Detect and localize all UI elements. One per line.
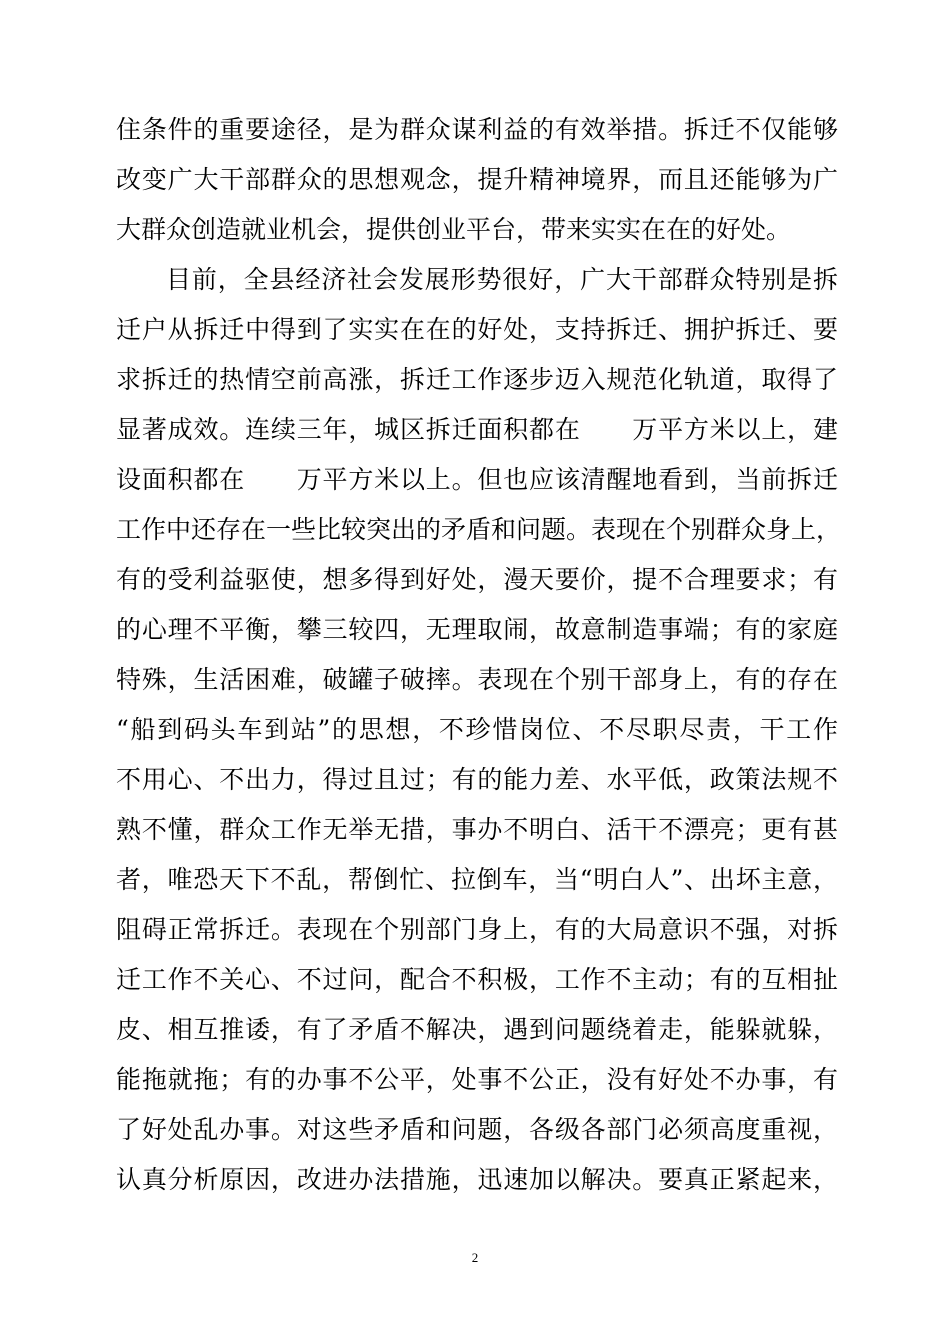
text-line: 工作中还存在一些比较突出的矛盾和问题。表现在个别群众身上， [116,515,842,544]
text-line: 特殊，生活困难，破罐子破摔。表现在个别干部身上，有的存在 [116,665,838,694]
text-line: 认真分析原因，改进办法措施，迅速加以解决。要真正紧起来， [116,1165,838,1194]
text-line: 住条件的重要途径，是为群众谋利益的有效举措。拆迁不仅能够 [116,115,838,144]
page-number: 2 [471,1250,479,1265]
text-line: 了好处乱办事。对这些矛盾和问题，各级各部门必须高度重视， [116,1115,838,1144]
text-line: 设面积都在 万平方米以上。但也应该清醒地看到，当前拆迁 [116,465,838,494]
text-line: 阻碍正常拆迁。表现在个别部门身上，有的大局意识不强，对拆 [116,915,838,944]
text-line: 能拖就拖；有的办事不公平，处事不公正，没有好处不办事，有 [116,1065,838,1094]
text-line: 改变广大干部群众的思想观念，提升精神境界，而且还能够为广 [116,165,838,194]
text-line: 的心理不平衡，攀三较四，无理取闹，故意制造事端；有的家庭 [116,615,838,644]
text-line: 大群众创造就业机会，提供创业平台，带来实实在在的好处。 [116,215,792,244]
text-line: 者，唯恐天下不乱，帮倒忙、拉倒车，当“明白人”、出坏主意， [116,865,838,894]
paragraph [116,105,838,255]
text-line: 目前，全县经济社会发展形势很好，广大干部群众特别是拆 [166,265,838,294]
text-line: “船到码头车到站”的思想，不珍惜岗位、不尽职尽责，干工作 [116,715,838,744]
text-line: 求拆迁的热情空前高涨，拆迁工作逐步迈入规范化轨道，取得了 [116,365,838,394]
text-line: 迁户从拆迁中得到了实实在在的好处，支持拆迁、拥护拆迁、要 [116,315,838,344]
text-line: 熟不懂，群众工作无举无措，事办不明白、活干不漂亮；更有甚 [116,815,838,844]
text-line: 迁工作不关心、不过问，配合不积极，工作不主动；有的互相扯 [116,965,838,994]
text-line: 有的受利益驱使，想多得到好处，漫天要价，提不合理要求；有 [116,565,838,594]
document-body [116,105,842,1205]
text-line: 皮、相互推诿，有了矛盾不解决，遇到问题绕着走，能躲就躲， [116,1015,838,1044]
paragraph [116,255,842,1205]
text-line: 不用心、不出力，得过且过；有的能力差、水平低，政策法规不 [116,765,838,794]
text-line: 显著成效。连续三年，城区拆迁面积都在 万平方米以上，建 [116,415,838,444]
